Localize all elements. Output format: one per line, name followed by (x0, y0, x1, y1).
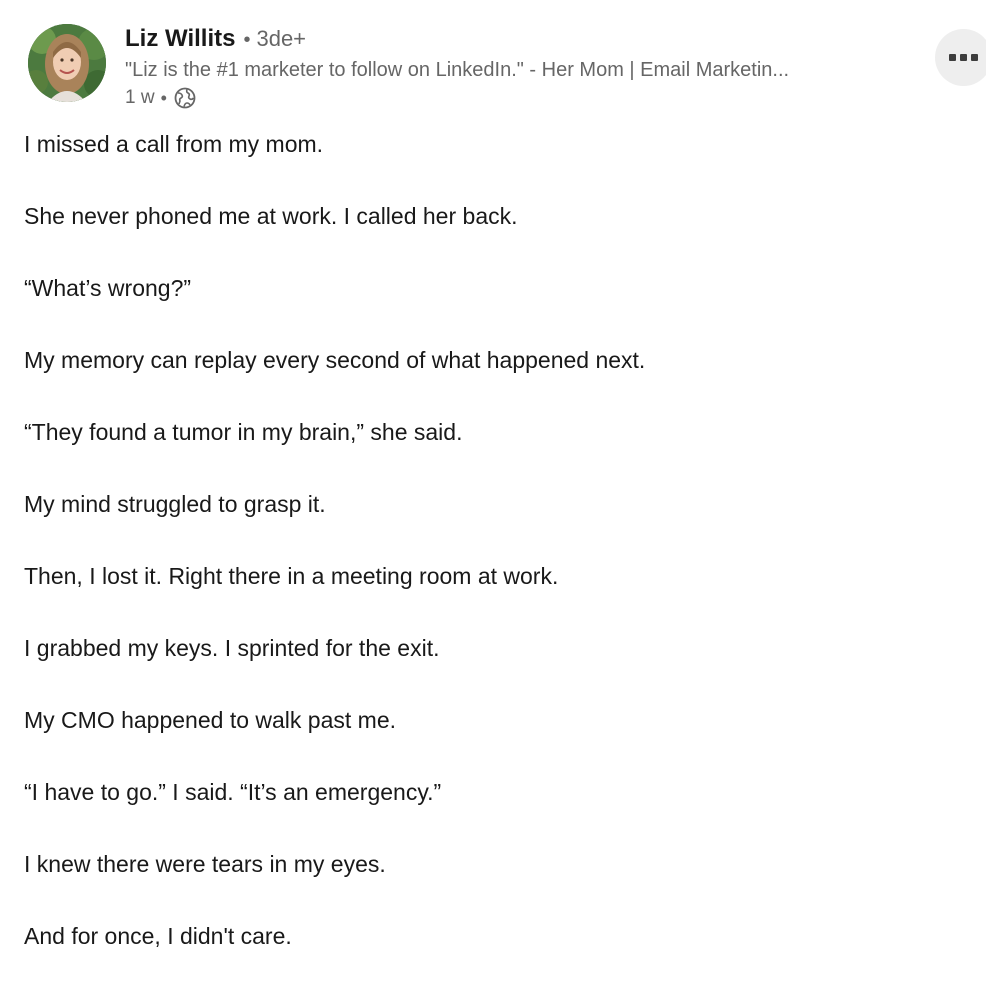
author-meta (125, 22, 915, 112)
post-paragraph: She never phoned me at work. I called her back. (24, 203, 518, 229)
post-paragraph: “I have to go.” I said. “It’s an emergency.” (24, 779, 442, 805)
post-paragraph: I knew there were tears in my eyes. (24, 851, 386, 877)
more-horizontal-icon (949, 54, 978, 61)
post-paragraph: “They found a tumor in my brain,” she said. (24, 419, 463, 445)
post-paragraph: My memory can replay every second of what happened next. (24, 347, 646, 373)
post-paragraph: My mind struggled to grasp it. (24, 491, 326, 517)
post-paragraph: “What’s wrong?” (24, 275, 192, 301)
post-paragraph: I grabbed my keys. I sprinted for the exit. (24, 635, 440, 661)
separator-dot: • (160, 88, 167, 108)
post-time[interactable]: 1 w (125, 87, 155, 108)
more-options-button[interactable] (935, 29, 986, 86)
author-avatar[interactable] (28, 24, 106, 102)
post-header (26, 22, 966, 112)
author-headline: "Liz is the #1 marketer to follow on LinkedIn." - Her Mom | Email Marketin... (125, 59, 790, 81)
post-time-row (125, 84, 915, 112)
author-name-row (125, 22, 915, 56)
post-paragraph: I missed a call from my mom. (24, 131, 324, 157)
post-paragraph: And for once, I didn't care. (24, 923, 292, 949)
author-name[interactable]: Liz Willits (125, 25, 236, 52)
post-content (24, 126, 954, 990)
connection-degree: 3de+ (256, 26, 307, 51)
separator-dot: • (243, 29, 251, 51)
globe-icon (173, 86, 197, 110)
post-paragraph: My CMO happened to walk past me. (24, 707, 396, 733)
post-paragraph: Then, I lost it. Right there in a meeting room at work. (24, 563, 559, 589)
